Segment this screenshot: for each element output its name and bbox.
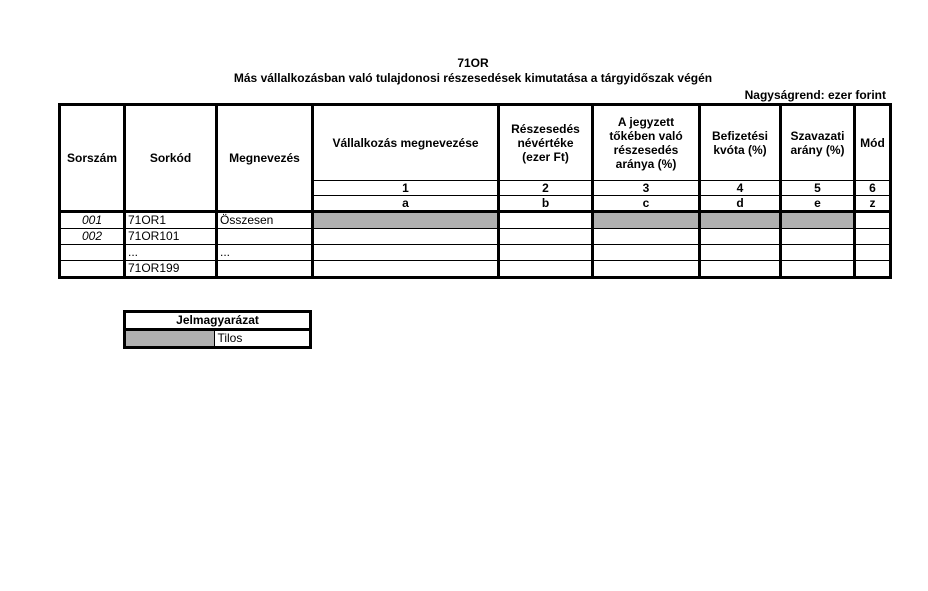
cell-input[interactable] <box>499 229 593 245</box>
cell-prohibited <box>313 212 499 229</box>
cell-input[interactable] <box>855 261 891 278</box>
table-row <box>60 229 891 245</box>
cell-input[interactable] <box>593 229 700 245</box>
header-col-2: Részesedés névértéke (ezer Ft) <box>499 105 593 181</box>
table-row <box>60 261 891 278</box>
row-sorszam: 001 <box>60 212 125 229</box>
legend-table <box>123 310 312 349</box>
row-sorszam <box>60 245 125 261</box>
col-letter-a: a <box>313 196 499 212</box>
header-sorkod: Sorkód <box>125 105 217 212</box>
row-sorszam <box>60 261 125 278</box>
header-megnevezes: Megnevezés <box>217 105 313 212</box>
col-letter-c: c <box>593 196 700 212</box>
row-sorkod: 71OR101 <box>125 229 217 245</box>
row-sorszam: 002 <box>60 229 125 245</box>
cell-input[interactable] <box>499 245 593 261</box>
cell-input[interactable] <box>593 245 700 261</box>
header-col-6: Mód <box>855 105 891 181</box>
cell-input[interactable] <box>313 261 499 278</box>
row-megnevezes <box>217 261 313 278</box>
cell-input[interactable] <box>700 245 781 261</box>
table-row <box>60 212 891 229</box>
col-number-2: 2 <box>499 181 593 196</box>
cell-input[interactable] <box>499 261 593 278</box>
cell-input[interactable] <box>781 245 855 261</box>
header-col-4: Befizetési kvóta (%) <box>700 105 781 181</box>
unit-label: Nagyságrend: ezer forint <box>744 88 886 102</box>
col-letter-d: d <box>700 196 781 212</box>
col-number-1: 1 <box>313 181 499 196</box>
cell-prohibited <box>700 212 781 229</box>
row-sorkod: 71OR199 <box>125 261 217 278</box>
col-letter-z: z <box>855 196 891 212</box>
legend-swatch <box>125 330 215 348</box>
row-sorkod: 71OR1 <box>125 212 217 229</box>
cell-input[interactable] <box>700 261 781 278</box>
cell-prohibited <box>781 212 855 229</box>
col-number-4: 4 <box>700 181 781 196</box>
cell-input[interactable] <box>593 261 700 278</box>
cell-input[interactable] <box>313 229 499 245</box>
col-letter-e: e <box>781 196 855 212</box>
header-sorszam: Sorszám <box>60 105 125 212</box>
legend-item-label: Tilos <box>215 330 311 348</box>
form-code: 71OR <box>457 56 489 70</box>
cell-input[interactable] <box>781 229 855 245</box>
col-letter-b: b <box>499 196 593 212</box>
cell-input[interactable] <box>700 229 781 245</box>
row-megnevezes <box>217 229 313 245</box>
cell-input[interactable] <box>499 212 593 229</box>
data-table <box>58 103 892 279</box>
col-number-3: 3 <box>593 181 700 196</box>
col-number-5: 5 <box>781 181 855 196</box>
cell-prohibited <box>593 212 700 229</box>
header-col-5: Szavazati arány (%) <box>781 105 855 181</box>
row-megnevezes: ... <box>217 245 313 261</box>
cell-input[interactable] <box>781 261 855 278</box>
form-title: Más vállalkozásban való tulajdonosi részesedések kimutatása a tárgyidőszak végén <box>233 71 713 85</box>
cell-input[interactable] <box>855 245 891 261</box>
header-col-3: A jegyzett tőkében való részesedés aránya (%) <box>593 105 700 181</box>
row-megnevezes: Összesen <box>217 212 313 229</box>
cell-input[interactable] <box>855 212 891 229</box>
cell-input[interactable] <box>313 245 499 261</box>
col-number-6: 6 <box>855 181 891 196</box>
header-col-1: Vállalkozás megnevezése <box>313 105 499 181</box>
table-row <box>60 245 891 261</box>
legend-title: Jelmagyarázat <box>125 312 311 330</box>
cell-input[interactable] <box>855 229 891 245</box>
row-sorkod: ... <box>125 245 217 261</box>
